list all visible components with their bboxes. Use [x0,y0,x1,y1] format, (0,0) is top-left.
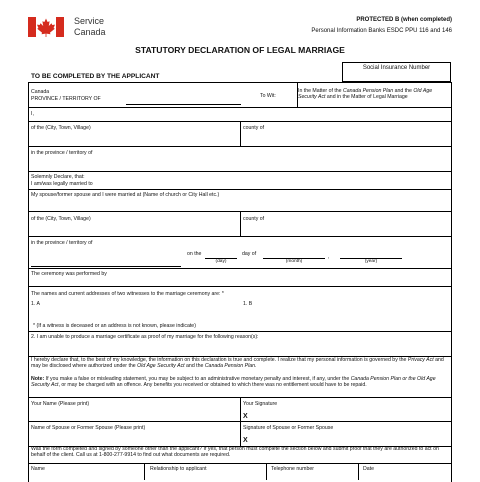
spouse-name-label: Name of Spouse or Former Spouse (Please print) [31,425,146,431]
department-name-fr: Canada [74,27,106,37]
declarant-name-field[interactable] [36,109,446,119]
year-sublabel: (year) [364,259,378,264]
on-the-label: on the [187,251,202,257]
matter-text: In the Matter of the Canada Pension Plan and the Old Age Security Act and in the Matter of Legal Marriage [298,88,433,101]
witness-note: * (If a witness is deceased or an address is not known, please indicate) [33,323,196,329]
city-label-2: of the (City, Town, Village) [31,216,91,222]
your-signature-label: Your Signature [243,401,278,407]
declaration-text: I hereby declare that, to the best of my knowledge, the information on this declaration is true and complete. I realize that my personal information is governed by the Privacy Act and may be disclosed where authorized under the Old Age Security Act and the Canada Pension Plan. [31,357,444,370]
witness-a-label: 1. A [31,301,40,307]
canada-flag-icon [28,17,64,37]
province-label-1: in the province / territory of [31,150,93,156]
declarant-name-label: I, [31,111,34,117]
unable-label: 2. I am unable to produce a marriage certificate as proof of my marriage for the following reason(s): [31,334,259,340]
month-sublabel: (month) [285,259,303,264]
footer-col-telephone: Telephone number [271,466,314,472]
your-name-label: Your Name (Please print) [31,401,90,407]
footer-col-name: Name [31,466,45,472]
witnesses-label: The names and current addresses of two witnesses to the marriage ceremony are: * [31,291,224,297]
department-name-en: Service [74,16,105,26]
day-sublabel: (day) [215,259,227,264]
sin-label: Social Insurance Number [362,65,431,71]
page-title: STATUTORY DECLARATION OF LEGAL MARRIAGE [135,45,345,55]
married-at-label: My spouse/former spouse and I were married at (Name of church or City Hall etc.) [31,192,220,198]
performed-by-label: The ceremony was performed by [31,271,107,277]
county-label-2: county of [243,216,265,222]
note-text: Note: If you make a false or misleading statement, you may be subject to an administrative monetary penalty and interest, if any, under the Canada Pension Plan or the Old Age Security Act, or may be charged with an offence. Any benefits you received or obtained to which there was no entitlement would have to be repaid. [31,376,436,389]
spouse-signature-x[interactable]: X [243,437,248,444]
applicant-heading: TO BE COMPLETED BY THE APPLICANT [31,73,160,80]
protected-classification: PROTECTED B (when completed) [356,17,452,23]
province-field[interactable] [126,104,241,105]
label-province: PROVINCE / TERRITORY OF [31,96,101,102]
solemnly-declare: Solemnly Declare, that: [31,174,85,180]
county-label-1: county of [243,125,265,131]
label-canada: Canada [31,89,50,95]
province-label-2: in the province / territory of [31,240,93,246]
footer-col-date: Date [363,466,374,472]
day-of-label: day of [242,251,257,257]
to-wit-label: To Wit: [260,93,276,99]
personal-info-banks: Personal Information Banks ESDC PPU 116 and 146 [311,28,452,34]
footer-col-relationship: Relationship to applicant [150,466,207,472]
spouse-signature-label: Signature of Spouse or Former Spouse [243,425,334,431]
your-signature-x[interactable]: X [243,413,248,420]
province-field-2[interactable] [31,266,181,267]
completed-by-text: Was the form completed and signed by someone other than the applicant? If yes, that person must complete the section below and submit proof that they are authorized to act on behalf of the client. Call us at 1-800-277-9914 to find out what documents are required. [31,446,439,459]
date-comma: , [328,254,330,260]
married-to-label: I am/was legally married to [31,181,93,187]
witness-b-label: 1. B [243,301,253,307]
city-label-1: of the (City, Town, Village) [31,125,91,131]
